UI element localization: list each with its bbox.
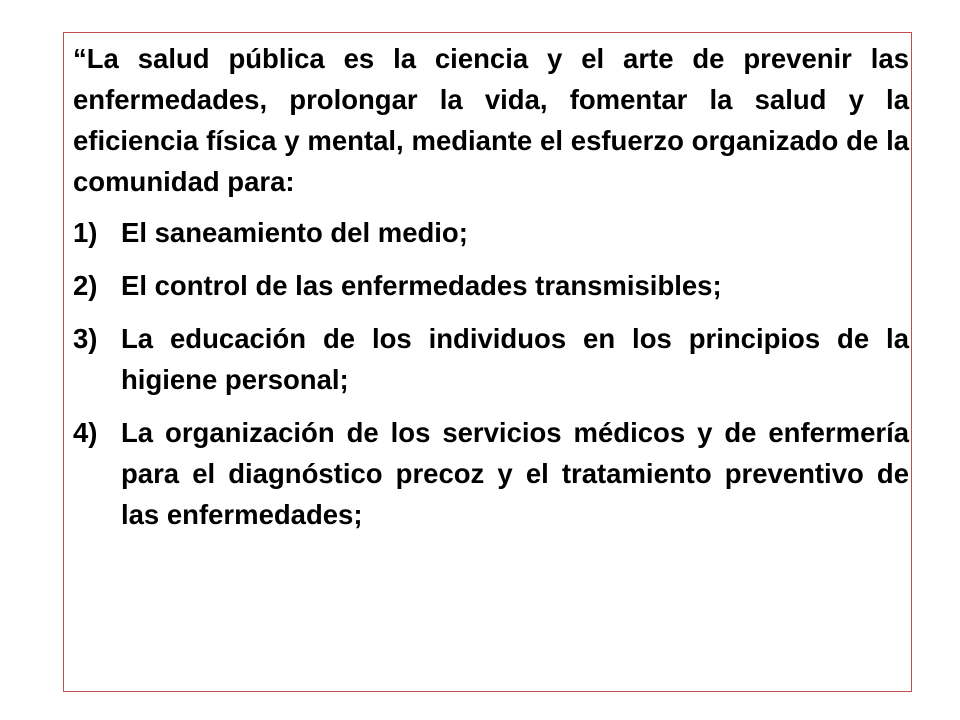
list-item-text: La educación de los individuos en los principios de la higiene personal; [121,323,909,395]
slide-content [73,38,909,547]
list-item-number: 1) [73,217,98,248]
list-item [73,318,909,400]
definition-paragraph: “La salud pública es la ciencia y el arte de prevenir las enfermedades, prolongar la vida, fomentar la salud y la eficiencia física y mental, mediante el esfuerzo organizado de la comunidad para: [73,43,909,197]
list-item-number: 3) [73,323,98,354]
list-item-text: El control de las enfermedades transmisibles; [121,270,722,301]
list-item [73,412,909,535]
numbered-list [73,212,909,535]
list-item [73,265,909,306]
list-item-text: La organización de los servicios médicos y de enfermería para el diagnóstico precoz y el tratamiento preventivo de las enfermedades; [121,417,909,530]
list-item-number: 2) [73,270,98,301]
list-item [73,212,909,253]
list-item-text: El saneamiento del medio; [121,217,468,248]
list-item-number: 4) [73,417,98,448]
